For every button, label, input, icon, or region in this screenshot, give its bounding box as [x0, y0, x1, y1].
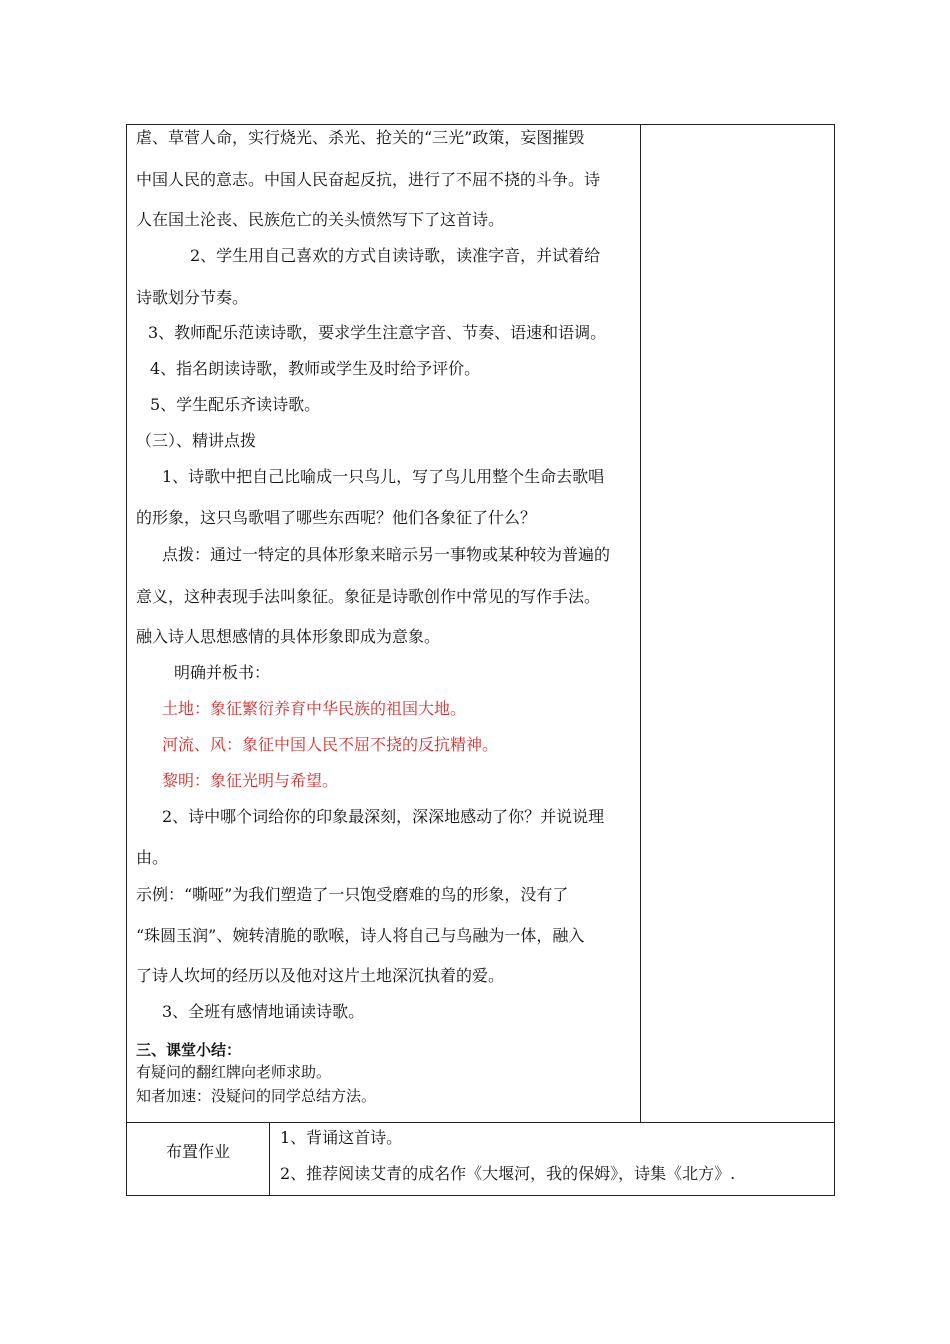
- symbol-dawn-line: 黎明：象征光明与希望。: [162, 771, 339, 790]
- paragraph-line: 诗歌划分节奏。: [136, 288, 249, 307]
- step-2-line: 2、学生用自己喜欢的方式自读诗歌，读准字音，并试着给: [190, 246, 601, 265]
- paragraph-line: 中国人民的意志。中国人民奋起反抗，进行了不屈不挠的斗争。诗: [136, 170, 601, 189]
- summary-line: 有疑问的翻红牌向老师求助。: [136, 1063, 332, 1081]
- step-3-line: 3、教师配乐范读诗歌，要求学生注意字音、节奏、语速和语调。: [148, 323, 607, 342]
- homework-item: 2、推荐阅读艾青的成名作《大堰河，我的保姆》，诗集《北方》.: [280, 1164, 736, 1183]
- symbol-land-line: 土地：象征繁衍养育中华民族的祖国大地。: [162, 699, 467, 718]
- paragraph-line: 意义，这种表现手法叫象征。象征是诗歌创作中常见的写作手法。: [136, 587, 601, 606]
- notes-column-divider: [640, 124, 641, 1123]
- question-1-line: 1、诗歌中把自己比喻成一只鸟儿，写了鸟儿用整个生命去歌唱: [162, 467, 605, 486]
- paragraph-line: 人在国土沦丧、民族危亡的关头愤然写下了这首诗。: [136, 210, 505, 229]
- step-5-line: 5、学生配乐齐读诗歌。: [150, 395, 321, 414]
- example-line: 示例：“嘶哑”为我们塑造了一只饱受磨难的鸟的形象，没有了: [136, 885, 569, 904]
- homework-item: 1、背诵这首诗。: [280, 1128, 403, 1147]
- step-3-recite-line: 3、全班有感情地诵读诗歌。: [162, 1002, 365, 1021]
- section-heading: （三）、精讲点拨: [136, 431, 257, 450]
- summary-line: 知者加速：没疑问的同学总结方法。: [136, 1087, 377, 1105]
- board-notes-heading: 明确并板书：: [174, 663, 271, 682]
- summary-heading: 三、课堂小结：: [136, 1041, 242, 1059]
- homework-label: 布置作业: [165, 1142, 230, 1161]
- paragraph-line: 的形象，这只鸟歌唱了哪些东西呢？他们各象征了什么？: [136, 508, 537, 527]
- symbol-river-wind-line: 河流、风：象征中国人民不屈不挠的反抗精神。: [162, 735, 499, 754]
- homework-label-divider: [269, 1122, 270, 1196]
- step-4-line: 4、指名朗读诗歌，教师或学生及时给予评价。: [150, 359, 481, 378]
- question-2-line: 2、诗中哪个词给你的印象最深刻，深深地感动了你？并说说理: [162, 807, 605, 826]
- paragraph-line: 虐、草菅人命，实行烧光、杀光、抢关的“三光”政策，妄图摧毁: [136, 128, 585, 147]
- paragraph-line: “珠圆玉润”、婉转清脆的歌喉，诗人将自己与鸟融为一体，融入: [136, 926, 585, 945]
- guidance-line: 点拨：通过一特定的具体形象来暗示另一事物或某种较为普遍的: [162, 545, 611, 564]
- paragraph-line: 融入诗人思想感情的具体形象即成为意象。: [136, 627, 441, 646]
- paragraph-line: 由。: [136, 848, 169, 867]
- paragraph-line: 了诗人坎坷的经历以及他对这片土地深沉执着的爱。: [136, 966, 505, 985]
